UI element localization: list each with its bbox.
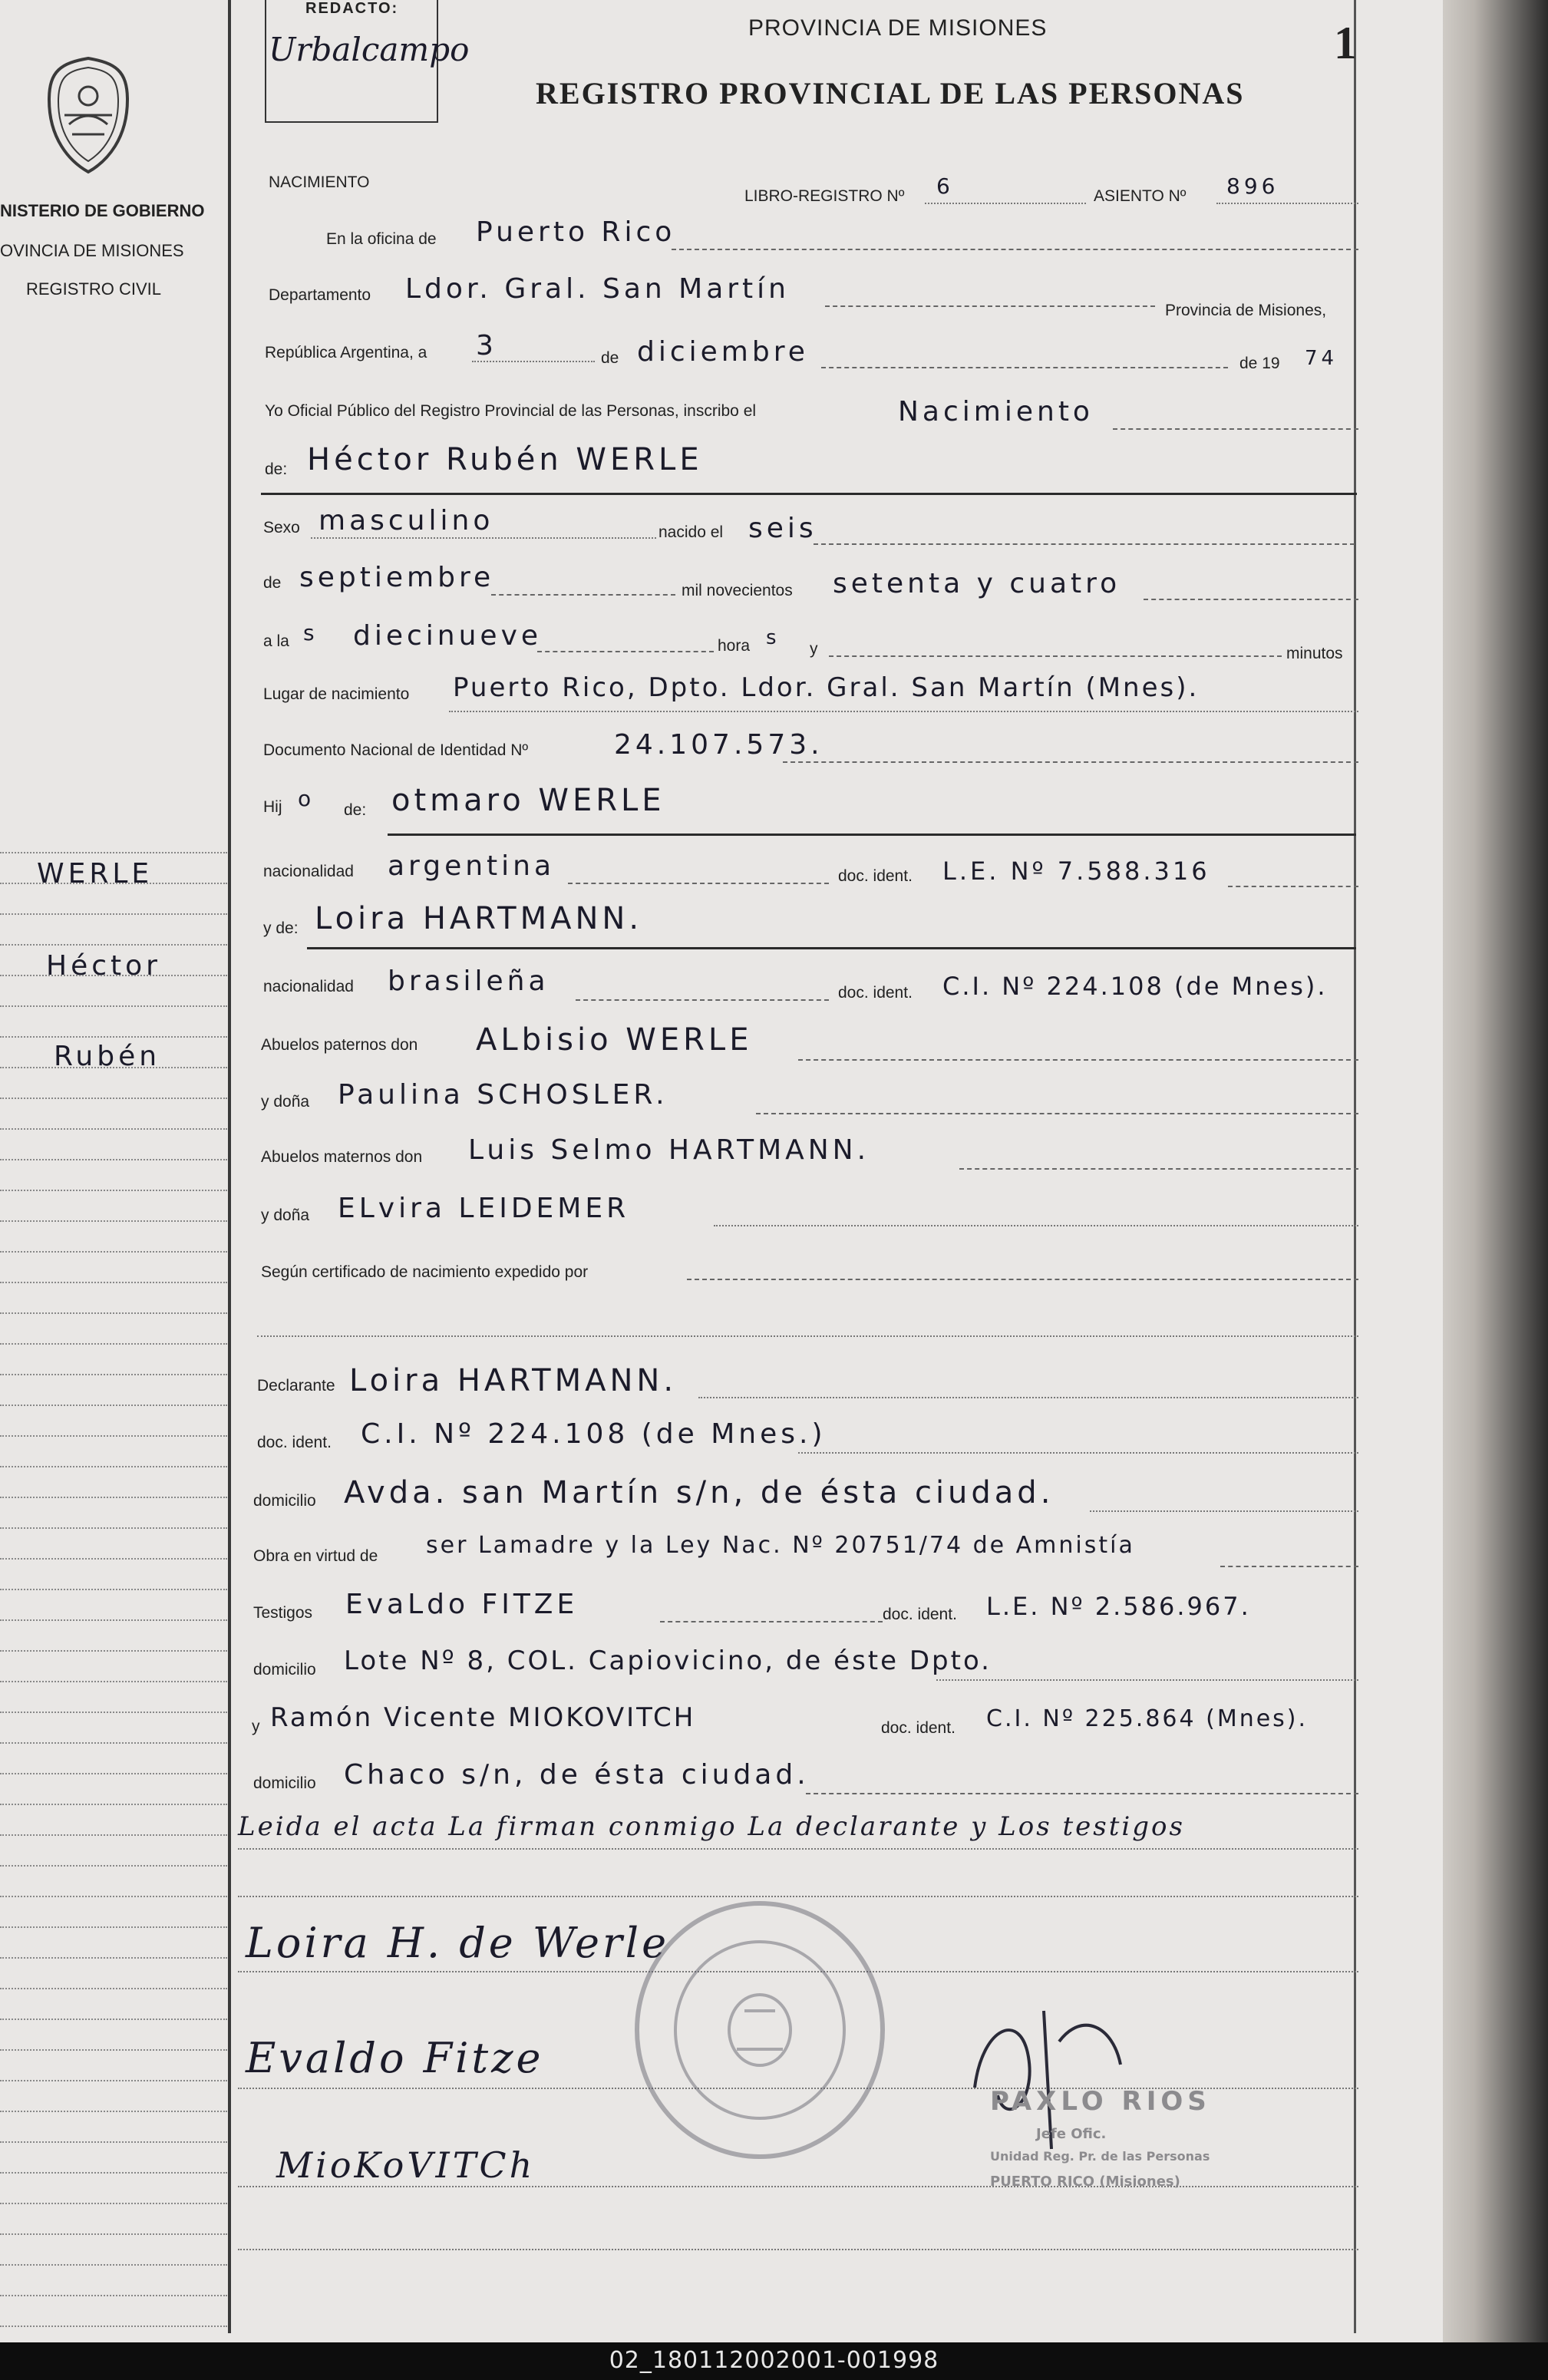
margin-rule-line [0,1220,227,1222]
lugar-label: Lugar de nacimiento [263,685,410,703]
de-month-label: de [263,574,282,592]
father-doc-value: L.E. Nº 7.588.316 [942,857,1210,886]
nacido-line [814,543,1355,545]
departamento-value: Ldor. Gral. San Martín [405,273,790,305]
margin-divider [228,0,231,2333]
margin-rule-line [0,2111,227,2112]
obra-value: ser Lamadre y la Ley Nac. Nº 20751/74 de Amnistía [426,1532,1135,1559]
a-las-suffix: s [303,620,319,645]
margin-rule-line [0,1558,227,1560]
stamp-unit: Unidad Reg. Pr. de las Personas [990,2149,1210,2164]
margin-rule-line [0,1098,227,1099]
margin-rule-line [0,2172,227,2174]
abuelos-paternos-label: Abuelos paternos don [261,1036,418,1054]
registry-heading: REGISTRO PROVINCIAL DE LAS PERSONAS [536,76,1245,111]
maternal-grandmother-line [714,1225,1358,1226]
margin-rule-line [0,913,227,915]
segun-line [687,1279,1358,1280]
margin-rule-line [0,1405,227,1406]
margin-rule-line [0,1957,227,1959]
year-value: 74 [1305,347,1338,370]
margin-rule-line [0,1527,227,1529]
margin-rule-line [0,1435,227,1437]
mother-doc-label: doc. ident. [838,984,913,1002]
oficina-value: Puerto Rico [476,216,676,248]
mil-label: mil novecientos [682,582,793,599]
birth-month: septiembre [299,562,495,593]
testigo1-address: Lote Nº 8, COL. Capiovicino, de éste Dpto. [344,1646,992,1676]
margin-rule-line [0,1619,227,1621]
testigo1-name: EvaLdo FITZE [345,1589,579,1620]
registrant-name: Héctor Rubén WERLE [307,442,703,477]
margin-rule-line [0,1005,227,1007]
margin-rule-line [0,1190,227,1191]
sexo-line [311,537,656,539]
libro-value: 6 [936,173,954,199]
mother-doc-value: C.I. Nº 224.108 (de Mnes). [942,972,1328,1001]
father-doc-label: doc. ident. [838,867,913,885]
margin-rule-line [0,1896,227,1897]
mother-nationality: brasileña [388,966,550,997]
inscribo-line [1113,428,1358,430]
father-nationality: argentina [388,850,556,882]
closing-statement: Leida el acta La firman conmigo La declarante y Los testigos [238,1811,1185,1842]
margin-rule-line [0,2080,227,2081]
declarante-address-line [1090,1510,1358,1512]
declarante-doc-line [798,1452,1358,1454]
provincia-label: Provincia de Misiones, [1165,302,1327,319]
margin-rule-line [0,1497,227,1498]
margin-rule-line [0,1036,227,1038]
margin-rule-line [0,1589,227,1590]
asiento-value: 896 [1226,173,1279,199]
closing-line [238,1848,1358,1850]
declarante-doc-label: doc. ident. [257,1434,332,1451]
stamp-city: PUERTO RICO (Misiones) [990,2174,1180,2190]
obra-label: Obra en virtud de [253,1547,378,1565]
father-underline [388,833,1356,836]
ministry-label: NISTERIO DE GOBIERNO [0,201,205,220]
minutes-line [829,655,1282,657]
page-number: 1 [1334,18,1357,68]
redacto-signature: Urbalcampo [269,31,470,68]
margin-rule-line [0,1988,227,1989]
nacido-day: seis [748,513,817,544]
provincial-seal-icon [38,54,138,177]
maternal-grandfather: Luis Selmo HARTMANN. [468,1134,870,1166]
signature-line-3 [238,2186,1358,2187]
sexo-label: Sexo [263,519,300,536]
father-name: otmaro WERLE [391,783,665,818]
signature-testigo1: Evaldo Fitze [246,2034,544,2082]
margin-rule-line [0,852,227,853]
dni-label: Documento Nacional de Identidad Nº [263,741,529,759]
departamento-line [825,305,1155,307]
abuelos-maternos-label: Abuelos maternos don [261,1148,423,1166]
margin-rule-line [0,1312,227,1314]
testigo2-doc-label: doc. ident. [881,1719,956,1737]
margin-rule-line [0,2264,227,2266]
testigo1-line [660,1621,883,1622]
civil-registry-label: REGISTRO CIVIL [26,279,162,299]
sexo-value: masculino [319,505,494,536]
de-label: de [601,349,619,367]
father-nacionalidad-label: nacionalidad [263,863,354,880]
birth-hour-line [537,651,714,652]
y-testigo2-label: y [252,1718,260,1735]
province-heading: PROVINCIA DE MISIONES [748,15,1048,41]
mother-name: Loira HARTMANN. [315,901,643,936]
y-dona-maternal-label: y doña [261,1207,310,1224]
signature-testigo2: MioKoVITCh [276,2144,536,2186]
y-de-label: y de: [263,919,299,937]
oficial-label: Yo Oficial Público del Registro Provincial de las Personas, inscribo el [265,402,757,420]
birth-year-line [1144,599,1358,600]
margin-rule-line [0,1374,227,1375]
image-id-caption: 02_180112002001-001998 [609,2347,939,2374]
redacto-label: REDACTO: [305,0,399,17]
asiento-line [1216,203,1358,204]
oficina-line [672,249,1358,250]
dni-value: 24.107.573. [614,729,824,761]
testigo2-name: Ramón Vicente MIOKOVITCH [270,1702,696,1733]
margin-rule-line [0,2203,227,2204]
declarante-address: Avda. san Martín s/n, de ésta ciudad. [344,1475,1055,1510]
margin-rule-line [0,2141,227,2143]
stamp-title: Jefe Ofic. [1036,2126,1107,2142]
a-las-label: a la [263,632,289,650]
margin-rule-line [0,1804,227,1805]
father-nationality-line [568,883,829,884]
margin-rule-line [0,2233,227,2235]
margin-rule-line [0,2049,227,2051]
y-label: y [810,640,818,658]
margin-rule-line [0,883,227,884]
testigo2-address: Chaco s/n, de ésta ciudad. [344,1759,810,1791]
testigos-label: Testigos [253,1604,313,1622]
inscribo-value: Nacimiento [898,396,1094,427]
margin-rule-line [0,2019,227,2020]
margin-first-name: Héctor [46,950,161,982]
declarante-label: Declarante [257,1377,335,1395]
margin-rule-line [0,944,227,946]
hora-suffix: s [766,626,781,649]
segun-line-2 [257,1335,1358,1337]
testigo1-address-line [936,1679,1358,1681]
margin-rule-line [0,1926,227,1928]
margin-surname: WERLE [37,858,153,890]
act-type-label: NACIMIENTO [269,173,370,191]
registry-round-seal-icon [629,1896,890,2164]
mes-value: diciembre [637,336,809,368]
dia-value: 3 [476,330,497,361]
hijo-de-label: de: [344,801,367,819]
minutos-label: minutos [1286,645,1343,662]
official-signature-icon [959,1995,1282,2164]
hijo-label: Hij [263,798,282,816]
margin-rule-line [0,1681,227,1682]
dni-line [783,761,1358,763]
mother-underline [307,947,1356,949]
margin-rule-line [0,1128,227,1130]
margin-rule-line [0,1773,227,1774]
margin-rule-line [0,975,227,976]
margin-rule-line [0,1251,227,1253]
birth-year: setenta y cuatro [833,568,1121,599]
testigo1-doc-value: L.E. Nº 2.586.967. [986,1592,1251,1621]
birth-hour: diecinueve [353,620,543,652]
departamento-label: Departamento [269,286,371,304]
y-dona-paternal-label: y doña [261,1093,310,1111]
margin-rule-line [0,1067,227,1068]
birth-place: Puerto Rico, Dpto. Ldor. Gral. San Martín (Mnes). [453,672,1200,703]
asiento-label: ASIENTO Nº [1094,187,1187,205]
paternal-grandmother-line [756,1113,1358,1114]
right-border-line [1354,0,1356,2333]
maternal-grandmother: ELvira LEIDEMER [338,1193,630,1224]
libro-label: LIBRO-REGISTRO Nº [744,187,905,205]
testigo2-domicilio-label: domicilio [253,1774,316,1792]
mes-line [821,367,1228,368]
paternal-grandfather: ALbisio WERLE [476,1022,753,1058]
hora-label: hora [718,637,751,655]
margin-rule-line [0,1282,227,1283]
stamp-name: PAXLO RIOS [990,2086,1211,2117]
maternal-grandfather-line [959,1168,1358,1170]
margin-rule-line [0,1834,227,1836]
mother-nationality-line [576,999,829,1001]
declarante-domicilio-label: domicilio [253,1492,316,1510]
margin-rule-line [0,2326,227,2327]
testigo2-address-line [806,1793,1358,1794]
father-doc-line [1228,886,1358,887]
name-underline [261,493,1357,495]
hijo-suffix: o [298,786,315,811]
paternal-grandfather-line [798,1059,1358,1061]
year-label: de 19 [1239,355,1280,372]
blank-line-2 [238,2249,1358,2250]
page-edge-shadow [1443,0,1548,2342]
margin-rule-line [0,1865,227,1867]
testigo1-doc-label: doc. ident. [883,1606,957,1623]
margin-rule-line [0,1343,227,1345]
declarante-name: Loira HARTMANN. [349,1363,678,1398]
republica-label: República Argentina, a [265,344,427,361]
libro-line [925,203,1086,204]
de-name-label: de: [265,460,288,478]
paternal-grandmother: Paulina SCHOSLER. [338,1079,668,1111]
declarante-doc-value: C.I. Nº 224.108 (de Mnes.) [361,1418,827,1450]
testigo1-domicilio-label: domicilio [253,1661,316,1679]
margin-rule-line [0,1159,227,1160]
nacido-label: nacido el [658,523,724,541]
margin-rule-line [0,1742,227,1744]
margin-rule-line [0,2295,227,2296]
birth-month-line [491,594,675,596]
segun-label: Según certificado de nacimiento expedido por [261,1263,589,1281]
dia-line [472,361,595,362]
birth-place-line [449,711,1358,712]
obra-line [1220,1566,1358,1567]
mother-nacionalidad-label: nacionalidad [263,978,354,995]
margin-rule-line [0,1650,227,1652]
oficina-label: En la oficina de [326,230,437,248]
declarante-line [698,1397,1358,1398]
margin-second-name: Rubén [54,1041,161,1072]
margin-rule-line [0,1712,227,1713]
signature-declarante: Loira H. de Werle [246,1919,670,1967]
testigo2-doc-value: C.I. Nº 225.864 (Mnes). [986,1705,1309,1732]
province-label: OVINCIA DE MISIONES [0,241,184,260]
margin-rule-line [0,1466,227,1467]
